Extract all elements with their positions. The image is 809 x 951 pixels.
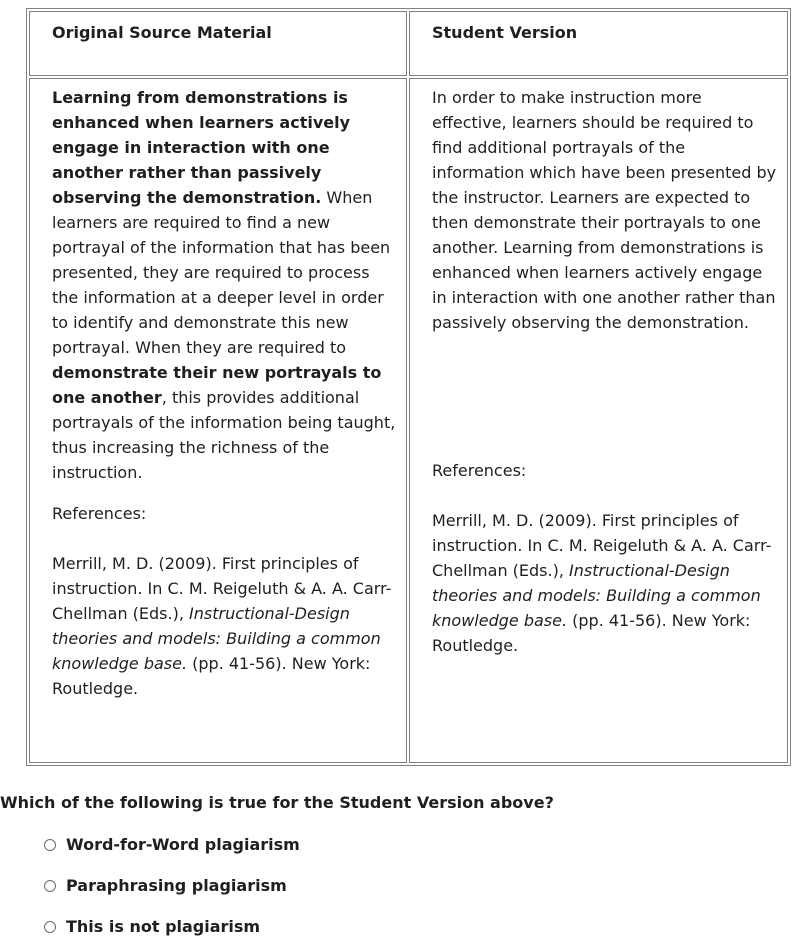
original-body-cell (29, 78, 407, 763)
radio-button[interactable] (44, 921, 56, 933)
option-paraphrasing[interactable] (44, 875, 287, 897)
option-not-plagiarism[interactable] (44, 916, 260, 938)
original-citation-prefix: Merrill, M. D. (2009). First principles of instruction. In C. M. Reigeluth & A. A. Carr-Chellman (Eds.), (52, 554, 392, 623)
original-citation (52, 551, 397, 701)
original-passage (52, 85, 397, 485)
question-prompt: Which of the following is true for the Student Version above? (0, 793, 554, 812)
original-text-1: When learners are required to find a new portrayal of the information that has been presented, they are required to process the information at a deeper level in order to identify and demonstrate this new portrayal. When they are required to (52, 188, 391, 357)
option-word-for-word[interactable] (44, 834, 300, 856)
option-label[interactable]: Paraphrasing plagiarism (66, 876, 287, 895)
original-header: Original Source Material (52, 23, 272, 42)
option-label[interactable]: Word-for-Word plagiarism (66, 835, 300, 854)
student-passage: In order to make instruction more effective, learners should be required to find additional portrayals of the information which have been presented by the instructor. Learners are expected to then demonstrate their portrayals to one another. Learning from demonstrations is enhanced when learners actively engage in interaction with one another rather than passively observing the demonstration. (432, 88, 777, 332)
original-citation-title: Instructional-Design theories and models: Building a common knowledge base. (52, 604, 381, 673)
student-references-label: References: (432, 461, 527, 480)
original-citation-suffix: (pp. 41-56). New York: Routledge. (52, 654, 371, 698)
student-body-cell (409, 78, 788, 763)
student-citation-title: Instructional-Design theories and models: Building a common knowledge base. (432, 561, 761, 630)
original-text-2: , this provides additional portrayals of the information being taught, thus increasing the richness of the instruction. (52, 388, 396, 482)
radio-button[interactable] (44, 839, 56, 851)
student-citation-prefix: Merrill, M. D. (2009). First principles of instruction. In C. M. Reigeluth & A. A. Carr-Chellman (Eds.), (432, 511, 772, 580)
comparison-table (26, 8, 791, 766)
option-label[interactable]: This is not plagiarism (66, 917, 261, 936)
original-bold-mid: demonstrate their new portrayals to one another (52, 363, 382, 407)
student-citation-suffix: (pp. 41-56). New York: Routledge. (432, 611, 751, 655)
radio-button[interactable] (44, 880, 56, 892)
original-references-label: References: (52, 504, 147, 523)
original-bold-lead: Learning from demonstrations is enhanced when learners actively engage in interaction with one another rather than passively observing the demonstration. (52, 88, 351, 207)
student-header: Student Version (432, 23, 578, 42)
original-header-cell (29, 11, 407, 76)
student-citation (432, 508, 777, 658)
student-header-cell (409, 11, 788, 76)
